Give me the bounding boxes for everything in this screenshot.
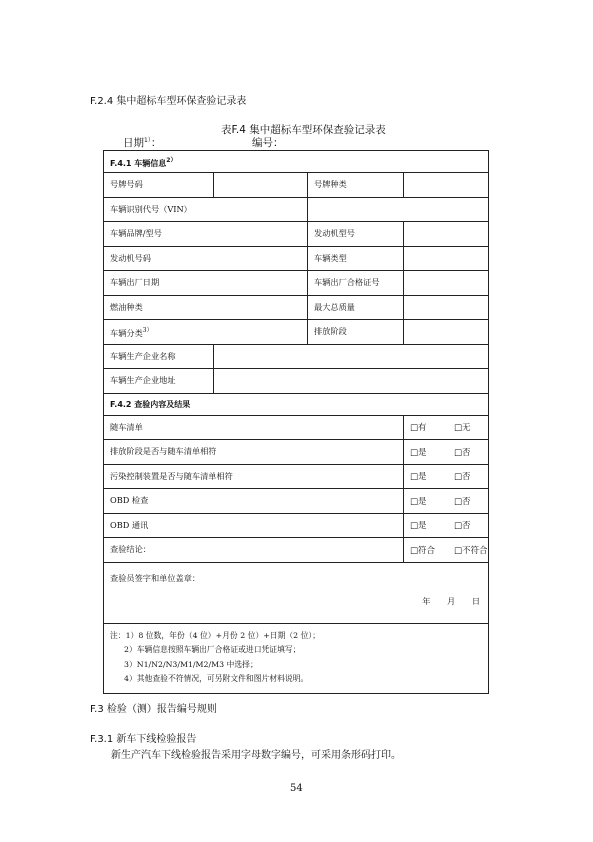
date-field-label: 日期$^{1)}$： [123, 137, 162, 149]
manufacturer-name-label: 车辆生产企业名称 [104, 344, 214, 369]
notes-cell [104, 623, 489, 693]
vehicle-type-value[interactable] [404, 246, 489, 271]
check-options [404, 464, 489, 489]
checkbox-option[interactable]: □否 [454, 521, 471, 532]
checkbox-option[interactable]: □是 [410, 447, 427, 458]
conclusion-options [404, 538, 489, 563]
signature-date: 年 月 日 [422, 595, 481, 606]
table-row [104, 173, 489, 198]
table-row [104, 197, 489, 222]
checkbox-option[interactable]: □无 [454, 423, 471, 434]
checkbox-option[interactable]: □否 [454, 496, 471, 507]
emission-stage-label: 排放阶段 [308, 320, 404, 345]
check-options [404, 513, 489, 538]
table-row [104, 513, 489, 538]
table-row [104, 222, 489, 247]
table-row [104, 538, 489, 563]
check-options [404, 415, 489, 440]
manufacturer-address-value[interactable] [214, 369, 489, 394]
table-caption: 表F.4 集中超标车型环保查验记录表 [221, 124, 386, 136]
checkbox-option[interactable]: □符合 [410, 545, 436, 556]
check-label: OBD 通讯 [104, 513, 404, 538]
engine-model-label: 发动机型号 [308, 222, 404, 247]
record-table [103, 150, 489, 694]
check-label: 随车清单 [104, 415, 404, 440]
table-row [104, 489, 489, 514]
table-row [104, 440, 489, 465]
check-options [404, 440, 489, 465]
checkbox-option[interactable]: □是 [410, 472, 427, 483]
plate-type-label: 号牌种类 [308, 173, 404, 198]
checkbox-option[interactable]: □是 [410, 496, 427, 507]
engine-model-value[interactable] [404, 222, 489, 247]
conclusion-label: 查验结论： [104, 538, 404, 563]
check-label: 排放阶段是否与随车清单相符 [104, 440, 404, 465]
engine-number-label: 发动机号码 [104, 246, 308, 271]
check-options [404, 489, 489, 514]
body-paragraph: 新生产汽车下线检验报告采用字母数字编号，可采用条形码打印。 [111, 750, 401, 761]
check-label: 污染控制装置是否与随车清单相符 [104, 464, 404, 489]
plate-number-value[interactable] [214, 173, 308, 198]
vehicle-type-label: 车辆类型 [308, 246, 404, 271]
plate-type-value[interactable] [404, 173, 489, 198]
table-row [104, 271, 489, 296]
table-row [104, 369, 489, 394]
checkbox-option[interactable]: □否 [454, 447, 471, 458]
checkbox-option[interactable]: □否 [454, 472, 471, 483]
fuel-type-label: 燃油种类 [104, 295, 308, 320]
vin-label: 车辆识别代号（VIN） [104, 197, 308, 222]
table-row [104, 464, 489, 489]
table-row [104, 344, 489, 369]
plate-number-label: 号牌号码 [104, 173, 214, 198]
number-field-label: 编号： [252, 137, 284, 149]
note-line: 2）车辆信息按照车辆出厂合格证或进口凭证填写； [124, 645, 301, 654]
max-mass-label: 最大总质量 [308, 295, 404, 320]
checkbox-option[interactable]: □有 [410, 423, 427, 434]
manufacture-date-label: 车辆出厂日期 [104, 271, 308, 296]
signature-label: 查验员签字和单位盖章： [110, 572, 201, 583]
brand-model-label: 车辆品牌/型号 [104, 222, 308, 247]
signature-row [104, 562, 489, 623]
checkbox-option[interactable]: □不符合 [454, 545, 488, 556]
note-line: 注：1）8 位数，年份（4 位）+月份 2 位）+日期（2 位）； [110, 630, 321, 640]
table-row [104, 320, 489, 345]
note-line: 3）N1/N2/N3/M1/M2/M3 中选择； [124, 659, 258, 669]
manufacturer-name-value[interactable] [214, 344, 489, 369]
emission-stage-value[interactable] [404, 320, 489, 345]
table-row [104, 246, 489, 271]
certificate-no-value[interactable] [404, 271, 489, 296]
section-heading-f31: F.3.1 新车下线检验报告 [90, 734, 197, 745]
manufacturer-address-label: 车辆生产企业地址 [104, 369, 214, 394]
max-mass-value[interactable] [404, 295, 489, 320]
section-heading-f24: F.2.4 集中超标车型环保查验记录表 [90, 96, 247, 107]
table-row [104, 295, 489, 320]
note-line: 4）其他查验不符情况，可另附文件和图片材料说明。 [124, 674, 309, 683]
group-header-vehicle-info: F.4.1 车辆信息$^{2)}$ [104, 151, 489, 173]
checkbox-option[interactable]: □是 [410, 521, 427, 532]
page-number: 54 [290, 783, 303, 794]
section-heading-f3: F.3 检验（测）报告编号规则 [90, 704, 217, 715]
table-row [104, 415, 489, 440]
vin-value[interactable] [308, 197, 489, 222]
certificate-no-label: 车辆出厂合格证号 [308, 271, 404, 296]
vehicle-category-label: 车辆分类$^{3)}$ [104, 320, 308, 345]
group-header-inspection: F.4.2 查验内容及结果 [104, 393, 489, 415]
signature-cell[interactable] [104, 562, 489, 623]
check-label: OBD 检查 [104, 489, 404, 514]
notes-row [104, 623, 489, 693]
